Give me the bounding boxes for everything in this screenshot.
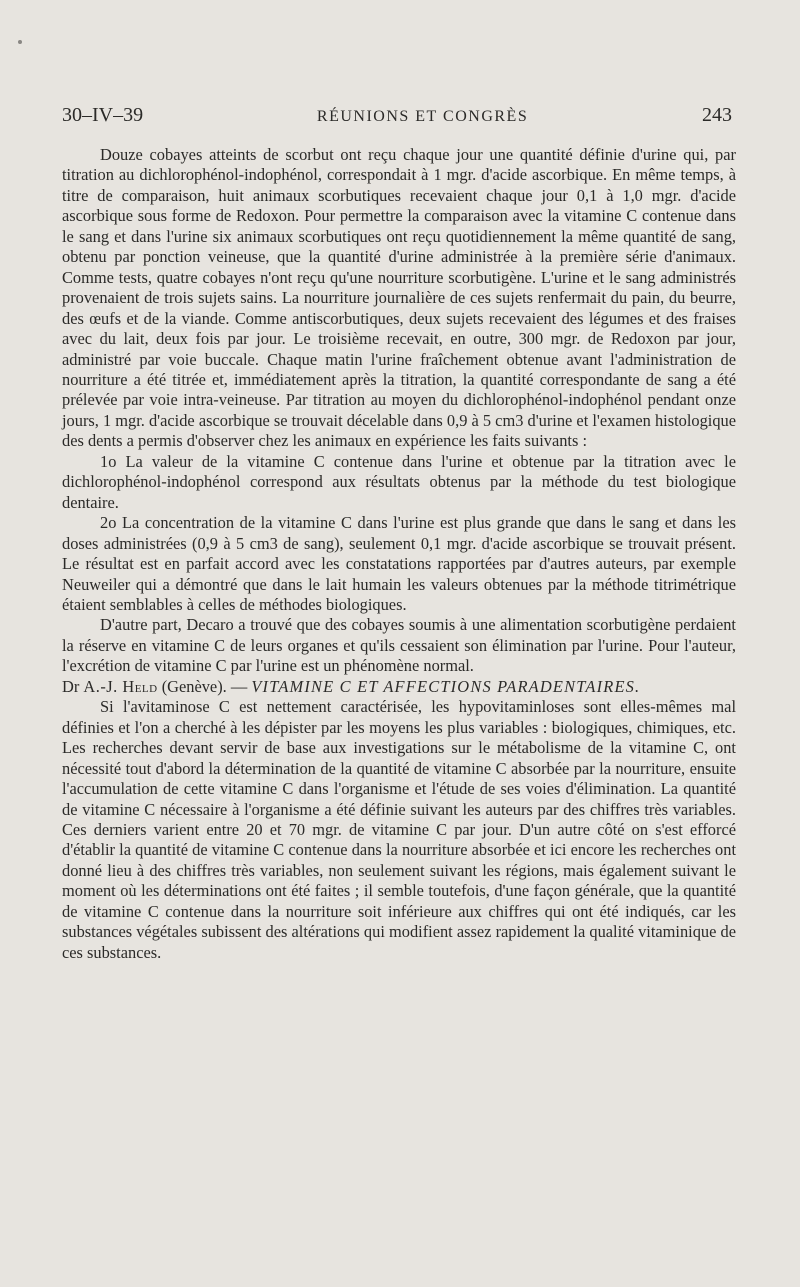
list-number-2: 2o — [100, 513, 117, 533]
heading-dr: Dr — [62, 676, 80, 696]
paragraph-2-text: La valeur de la vitamine C contenue dans l'urine et obtenue par la titration avec le dichlorophénol-indophénol correspond aux résultats obtenus par la méthode du test biologique dentaire. — [62, 451, 736, 512]
page-number: 243 — [702, 104, 732, 126]
paragraph-5: Si l'avitaminose C est nettement caractérisée, les hypovitaminloses sont elles-mêmes mal définies et l'on a cherché à les dépister par les moyens les plus variables : biologiques, chimiques, etc. Les recherches devant servir de base aux investigations sur le métabolisme de la vitamine C, ont nécessité tout d'abord la détermination de la quantité de vitamine C absorbée par la nourriture, ensuite l'accumulation de cette vitamine C dans l'organisme et l'étude de ses voies d'élimination. La quantité de vitamine C nécessaire à l'organisme a été définie suivant les auteurs par des chiffres très variables. Ces derniers varient entre 20 et 70 mgr. de vitamine C par jour. D'un autre côté on s'est efforcé d'établir la quantité de vitamine C contenue dans la nourriture absorbée et ici encore les recherches ont donné lieu à des chiffres très variables, non seulement suivant les régions, mais également suivant le moment où les déterminations ont été faites ; il semble toutefois, d'une façon générale, que la quantité de vitamine C contenue dans la nourriture soit inférieure aux chiffres qui ont été indiqués, car les substances végétales subissent des altérations qui modifient assez rapidement la qualité vitaminique de ces substances. — [62, 697, 736, 962]
header-title: RÉUNIONS ET CONGRÈS — [316, 108, 529, 125]
section-heading — [62, 677, 736, 697]
heading-title: VITAMINE C ET AFFECTIONS PARADENTAIRES. — [251, 676, 641, 696]
paragraph-1: Douze cobayes atteints de scorbut ont reçu chaque jour une quantité définie d'urine qui, par titration au dichlorophénol-indophénol, correspondait à 1 mgr. d'acide ascorbique. En même temps, à titre de comparaison, huit animaux scorbutiques recevaient chaque jour 0,1 à 1,0 mgr. d'acide ascorbique sous forme de Redoxon. Pour permettre la comparaison avec la vitamine C contenue dans le sang et dans l'urine six animaux scorbutiques ont reçu quotidiennement la même quantité de sang, obtenu par ponction veineuse, que la quantité d'urine administrée à la première série d'animaux. Comme tests, quatre cobayes n'ont reçu qu'une nourriture scorbutigène. L'urine et le sang administrés provenaient de trois sujets sains. La nourriture journalière de ces sujets renfermait du pain, du beurre, des œufs et de la viande. Comme antiscorbutiques, deux sujets recevaient des légumes et des fraises avec du lait, deux fois par jour. Le troisième recevait, en outre, 300 mgr. de Redoxon par jour, administré par voie buccale. Chaque matin l'urine fraîchement obtenue avant l'administration de nourriture a été titrée et, immédiatement après la titration, la quantité correspondante de sang a été prélevée par voie intra-veineuse. Par titration au moyen du dichlorophénol-indophénol pendant onze jours, 1 mgr. d'acide ascorbique se trouvait décelable dans 0,9 à 5 cm3 d'urine et l'examen histologique des dents a permis d'observer chez les animaux en expérience les faits suivants : — [62, 145, 736, 451]
heading-author: A.-J. Held — [83, 676, 158, 696]
body-text — [62, 145, 736, 963]
paragraph-3 — [62, 513, 736, 615]
header-date: 30–IV–39 — [62, 104, 144, 126]
paragraph-3-text: La concentration de la vitamine C dans l'urine est plus grande que dans le sang et dans les doses administrées (0,9 à 5 cm3 de sang), seulement 0,1 mgr. d'acide ascorbique se trouvait présent. Le résultat est en parfait accord avec les constatations rapportées par d'autres auteurs, par exemple Neuweiler qui a démontré que dans le lait humain les valeurs obtenues par la méthode titrimétrique étaient semblables à celles de méthodes biologiques. — [62, 513, 736, 614]
paragraph-4: D'autre part, Decaro a trouvé que des cobayes soumis à une alimentation scorbutigène perdaient la réserve en vitamine C de leurs organes et qu'ils cessaient son élimination par l'urine. Pour l'auteur, l'excrétion de vitamine C par l'urine est un phénomène normal. — [62, 615, 736, 676]
list-number-1: 1o — [100, 451, 117, 471]
paragraph-2 — [62, 452, 736, 513]
heading-place: (Genève). — — [157, 676, 252, 696]
running-head — [62, 104, 732, 128]
paper-speck — [18, 40, 22, 44]
